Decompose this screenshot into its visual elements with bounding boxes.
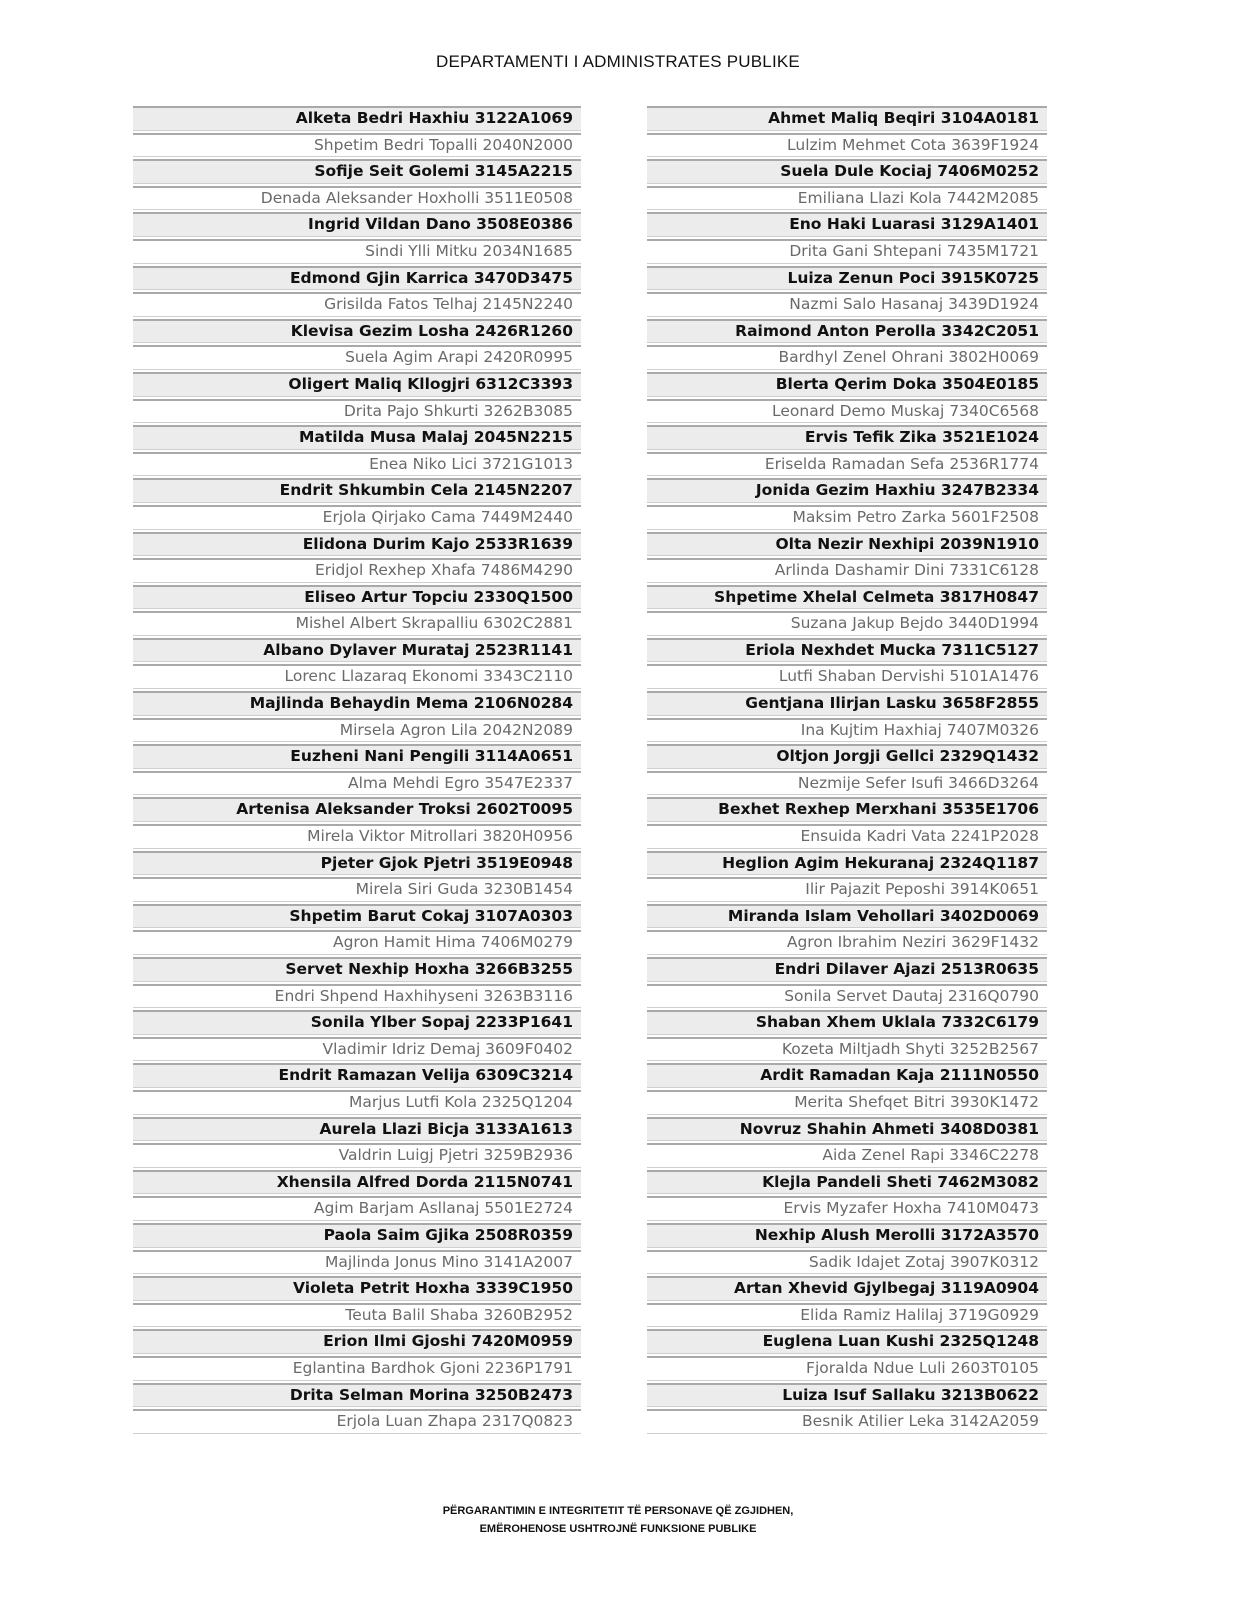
list-item: Eriselda Ramadan Sefa 2536R1774 [647,452,1047,477]
list-item: Shpetim Barut Cokaj 3107A0303 [133,904,581,929]
list-item: Bexhet Rexhep Merxhani 3535E1706 [647,797,1047,822]
list-item: Grisilda Fatos Telhaj 2145N2240 [133,292,581,317]
list-item: Luiza Isuf Sallaku 3213B0622 [647,1383,1047,1408]
list-item: Endrit Shkumbin Cela 2145N2207 [133,478,581,503]
list-item: Sindi Ylli Mitku 2034N1685 [133,239,581,264]
list-item: Aida Zenel Rapi 3346C2278 [647,1143,1047,1168]
list-item: Artan Xhevid Gjylbegaj 3119A0904 [647,1276,1047,1301]
list-item: Eliseo Artur Topciu 2330Q1500 [133,585,581,610]
list-item: Bardhyl Zenel Ohrani 3802H0069 [647,345,1047,370]
list-item: Sonila Servet Dautaj 2316Q0790 [647,984,1047,1009]
list-item: Besnik Atilier Leka 3142A2059 [647,1409,1047,1434]
list-item: Xhensila Alfred Dorda 2115N0741 [133,1170,581,1195]
list-item: Endri Shpend Haxhihyseni 3263B3116 [133,984,581,1009]
list-item: Lutfi Shaban Dervishi 5101A1476 [647,664,1047,689]
footer-line-2: EMËROHENOSE USHTROJNË FUNKSIONE PUBLIKE [479,1523,757,1535]
list-item: Ervis Myzafer Hoxha 7410M0473 [647,1196,1047,1221]
list-item: Gentjana Ilirjan Lasku 3658F2855 [647,691,1047,716]
list-item: Servet Nexhip Hoxha 3266B3255 [133,957,581,982]
list-item: Luiza Zenun Poci 3915K0725 [647,266,1047,291]
list-item: Klevisa Gezim Losha 2426R1260 [133,319,581,344]
list-item: Ingrid Vildan Dano 3508E0386 [133,212,581,237]
list-item: Eglantina Bardhok Gjoni 2236P1791 [133,1356,581,1381]
list-item: Agron Ibrahim Neziri 3629F1432 [647,930,1047,955]
list-item: Artenisa Aleksander Troksi 2602T0095 [133,797,581,822]
list-item: Ilir Pajazit Peposhi 3914K0651 [647,877,1047,902]
list-item: Suela Dule Kociaj 7406M0252 [647,159,1047,184]
list-item: Mirela Viktor Mitrollari 3820H0956 [133,824,581,849]
list-item: Majlinda Jonus Mino 3141A2007 [133,1250,581,1275]
list-item: Lorenc Llazaraq Ekonomi 3343C2110 [133,664,581,689]
list-item: Matilda Musa Malaj 2045N2215 [133,425,581,450]
list-item: Alketa Bedri Haxhiu 3122A1069 [133,106,581,131]
left-name-list [133,106,581,1436]
right-name-list [647,106,1047,1436]
list-item: Eriola Nexhdet Mucka 7311C5127 [647,638,1047,663]
list-item: Blerta Qerim Doka 3504E0185 [647,372,1047,397]
list-item: Edmond Gjin Karrica 3470D3475 [133,266,581,291]
list-item: Sadik Idajet Zotaj 3907K0312 [647,1250,1047,1275]
list-item: Oligert Maliq Kllogjri 6312C3393 [133,372,581,397]
list-item: Euglena Luan Kushi 2325Q1248 [647,1329,1047,1354]
list-item: Majlinda Behaydin Mema 2106N0284 [133,691,581,716]
list-item: Arlinda Dashamir Dini 7331C6128 [647,558,1047,583]
list-item: Klejla Pandeli Sheti 7462M3082 [647,1170,1047,1195]
list-item: Nezmije Sefer Isufi 3466D3264 [647,771,1047,796]
list-item: Raimond Anton Perolla 3342C2051 [647,319,1047,344]
list-item: Mirela Siri Guda 3230B1454 [133,877,581,902]
list-item: Emiliana Llazi Kola 7442M2085 [647,186,1047,211]
list-item: Drita Pajo Shkurti 3262B3085 [133,399,581,424]
list-item: Ardit Ramadan Kaja 2111N0550 [647,1063,1047,1088]
list-item: Shpetim Bedri Topalli 2040N2000 [133,133,581,158]
list-item: Agron Hamit Hima 7406M0279 [133,930,581,955]
list-item: Agim Barjam Asllanaj 5501E2724 [133,1196,581,1221]
list-item: Erion Ilmi Gjoshi 7420M0959 [133,1329,581,1354]
list-item: Novruz Shahin Ahmeti 3408D0381 [647,1117,1047,1142]
list-item: Pjeter Gjok Pjetri 3519E0948 [133,851,581,876]
list-item: Vladimir Idriz Demaj 3609F0402 [133,1037,581,1062]
list-item: Drita Gani Shtepani 7435M1721 [647,239,1047,264]
list-item: Nazmi Salo Hasanaj 3439D1924 [647,292,1047,317]
list-item: Shpetime Xhelal Celmeta 3817H0847 [647,585,1047,610]
list-item: Sonila Ylber Sopaj 2233P1641 [133,1010,581,1035]
list-item: Marjus Lutfi Kola 2325Q1204 [133,1090,581,1115]
list-item: Drita Selman Morina 3250B2473 [133,1383,581,1408]
list-item: Endrit Ramazan Velija 6309C3214 [133,1063,581,1088]
list-item: Jonida Gezim Haxhiu 3247B2334 [647,478,1047,503]
list-item: Aurela Llazi Bicja 3133A1613 [133,1117,581,1142]
list-item: Mishel Albert Skrapalliu 6302C2881 [133,611,581,636]
list-item: Sofije Seit Golemi 3145A2215 [133,159,581,184]
list-item: Erjola Qirjako Cama 7449M2440 [133,505,581,530]
list-item: Ensuida Kadri Vata 2241P2028 [647,824,1047,849]
list-item: Ahmet Maliq Beqiri 3104A0181 [647,106,1047,131]
list-item: Fjoralda Ndue Luli 2603T0105 [647,1356,1047,1381]
list-item: Denada Aleksander Hoxholli 3511E0508 [133,186,581,211]
list-item: Heglion Agim Hekuranaj 2324Q1187 [647,851,1047,876]
list-item: Leonard Demo Muskaj 7340C6568 [647,399,1047,424]
list-item: Valdrin Luigj Pjetri 3259B2936 [133,1143,581,1168]
list-item: Elidona Durim Kajo 2533R1639 [133,532,581,557]
list-item: Eno Haki Luarasi 3129A1401 [647,212,1047,237]
list-item: Nexhip Alush Merolli 3172A3570 [647,1223,1047,1248]
list-item: Lulzim Mehmet Cota 3639F1924 [647,133,1047,158]
list-item: Elida Ramiz Halilaj 3719G0929 [647,1303,1047,1328]
footer [0,1502,1236,1538]
list-item: Teuta Balil Shaba 3260B2952 [133,1303,581,1328]
list-item: Oltjon Jorgji Gellci 2329Q1432 [647,744,1047,769]
list-item: Maksim Petro Zarka 5601F2508 [647,505,1047,530]
list-item: Kozeta Miltjadh Shyti 3252B2567 [647,1037,1047,1062]
list-item: Shaban Xhem Uklala 7332C6179 [647,1010,1047,1035]
list-item: Erjola Luan Zhapa 2317Q0823 [133,1409,581,1434]
list-item: Endri Dilaver Ajazi 2513R0635 [647,957,1047,982]
list-item: Ervis Tefik Zika 3521E1024 [647,425,1047,450]
list-item: Olta Nezir Nexhipi 2039N1910 [647,532,1047,557]
list-item: Ina Kujtim Haxhiaj 7407M0326 [647,718,1047,743]
list-item: Paola Saim Gjika 2508R0359 [133,1223,581,1248]
page-title: DEPARTAMENTI I ADMINISTRATES PUBLIKE [436,52,800,71]
list-item: Suela Agim Arapi 2420R0995 [133,345,581,370]
list-item: Albano Dylaver Murataj 2523R1141 [133,638,581,663]
list-item: Mirsela Agron Lila 2042N2089 [133,718,581,743]
list-item: Suzana Jakup Bejdo 3440D1994 [647,611,1047,636]
list-item: Euzheni Nani Pengili 3114A0651 [133,744,581,769]
list-item: Enea Niko Lici 3721G1013 [133,452,581,477]
list-item: Violeta Petrit Hoxha 3339C1950 [133,1276,581,1301]
footer-line-1: PËRGARANTIMIN E INTEGRITETIT TË PERSONAVE QË ZGJIDHEN, [442,1505,794,1517]
list-item: Eridjol Rexhep Xhafa 7486M4290 [133,558,581,583]
list-item: Miranda Islam Vehollari 3402D0069 [647,904,1047,929]
list-item: Alma Mehdi Egro 3547E2337 [133,771,581,796]
list-item: Merita Shefqet Bitri 3930K1472 [647,1090,1047,1115]
